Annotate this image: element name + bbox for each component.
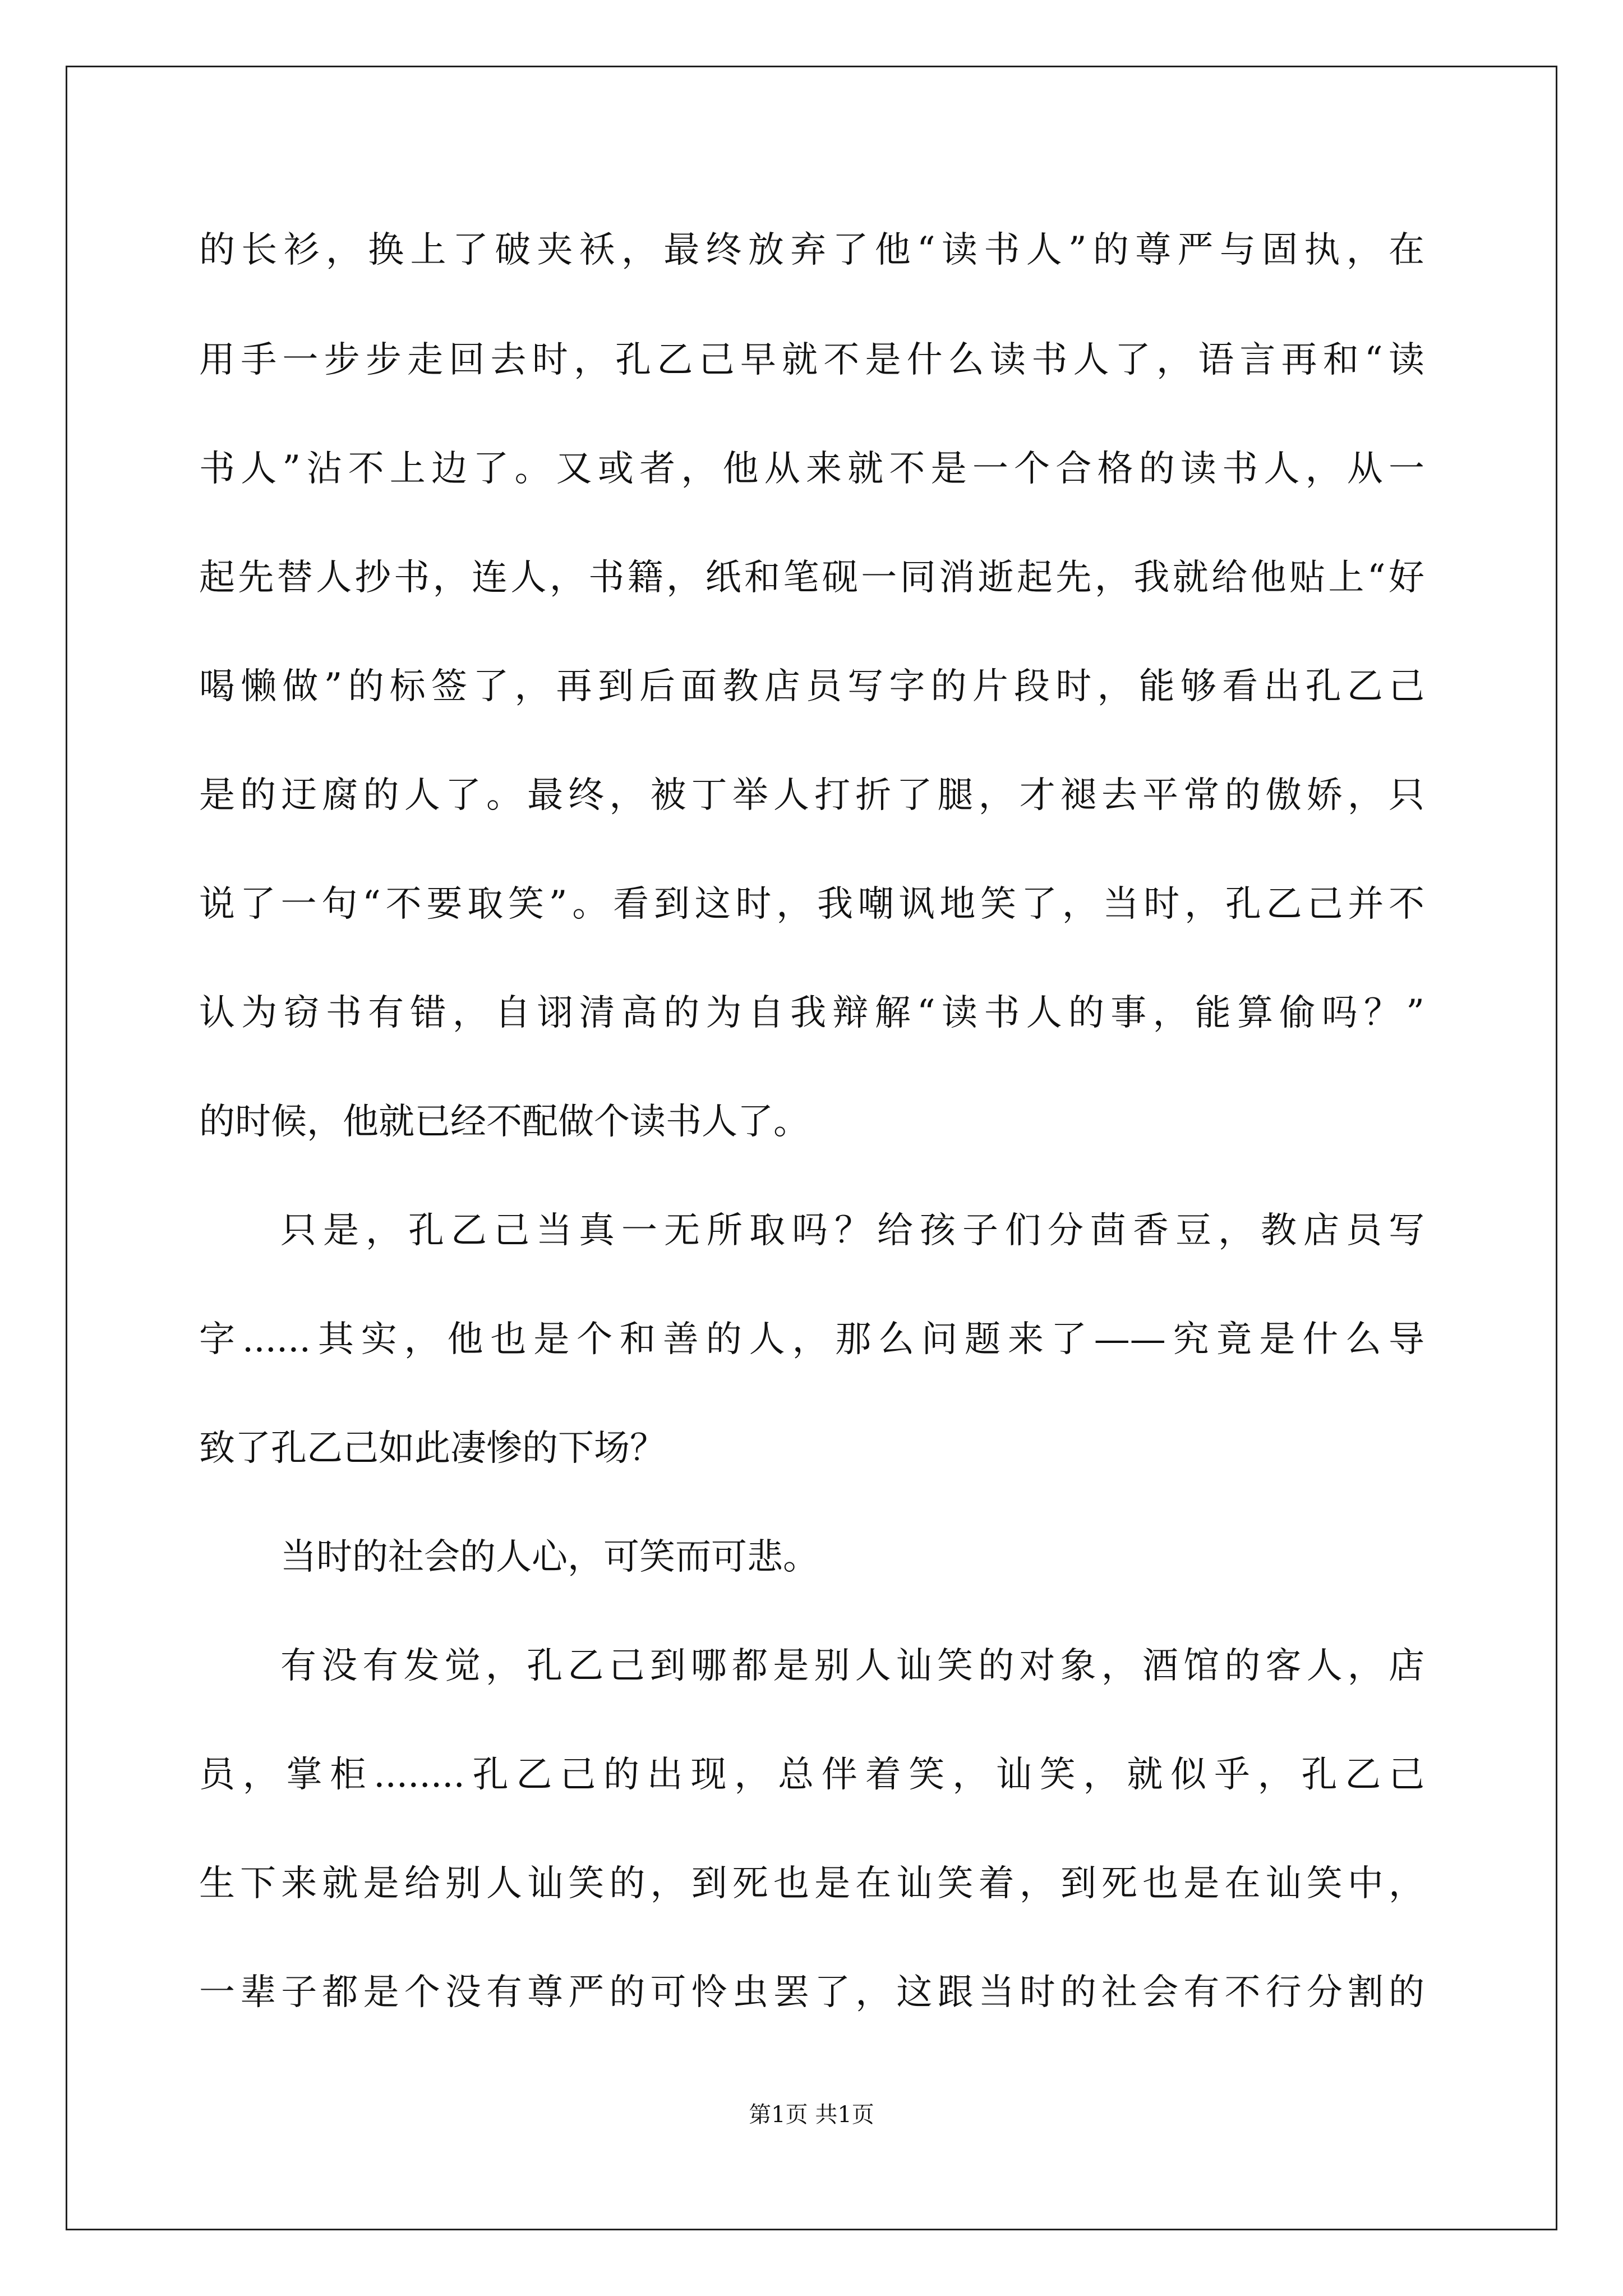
text-line: 字......其实，他也是个和善的人，那么问题来了——究竟是什么导 [199,1319,1424,1360]
text-line: 的时候，他就已经不配做个读书人了。 [199,1101,809,1143]
paragraph-first-line: 当时的社会的人心，可笑而可悲。 [280,1536,819,1578]
text-line: 致了孔乙己如此凄惨的下场？ [199,1428,666,1469]
paragraph-first-line: 只是，孔乙己当真一无所取吗？给孩子们分茴香豆，教店员写 [280,1210,1424,1251]
text-line: 喝懒做”的标签了，再到后面教店员写字的片段时，能够看出孔乙己 [199,666,1424,707]
text-line: 用手一步步走回去时，孔乙己早就不是什么读书人了，语言再和“读 [199,339,1424,381]
text-line: 起先替人抄书，连人，书籍，纸和笔砚一同消逝起先，我就给他贴上“好 [199,557,1424,599]
text-line: 一辈子都是个没有尊严的可怜虫罢了，这跟当时的社会有不行分割的 [199,1972,1424,2013]
paragraph-first-line: 有没有发觉，孔乙己到哪都是别人讪笑的对象，酒馆的客人，店 [280,1645,1424,1687]
text-line: 的长衫，换上了破夹袄，最终放弃了他“读书人”的尊严与固执，在 [199,229,1424,271]
text-line: 说了一句“不要取笑”。看到这时，我嘲讽地笑了，当时，孔乙己并不 [199,884,1424,925]
text-line: 生下来就是给别人讪笑的，到死也是在讪笑着，到死也是在讪笑中， [199,1863,1424,1904]
page-footer: 第1页 共1页 [749,2102,874,2128]
text-line: 认为窃书有错，自诩清高的为自我辩解“读书人的事，能算偷吗？” [199,992,1424,1034]
text-line: 书人”沾不上边了。又或者，他从来就不是一个合格的读书人，从一 [199,448,1424,490]
text-line: 员，掌柜........孔乙己的出现，总伴着笑，讪笑，就似乎，孔乙己 [199,1754,1424,1796]
text-line: 是的迂腐的人了。最终，被丁举人打折了腿，才褪去平常的傲娇，只 [199,775,1424,816]
